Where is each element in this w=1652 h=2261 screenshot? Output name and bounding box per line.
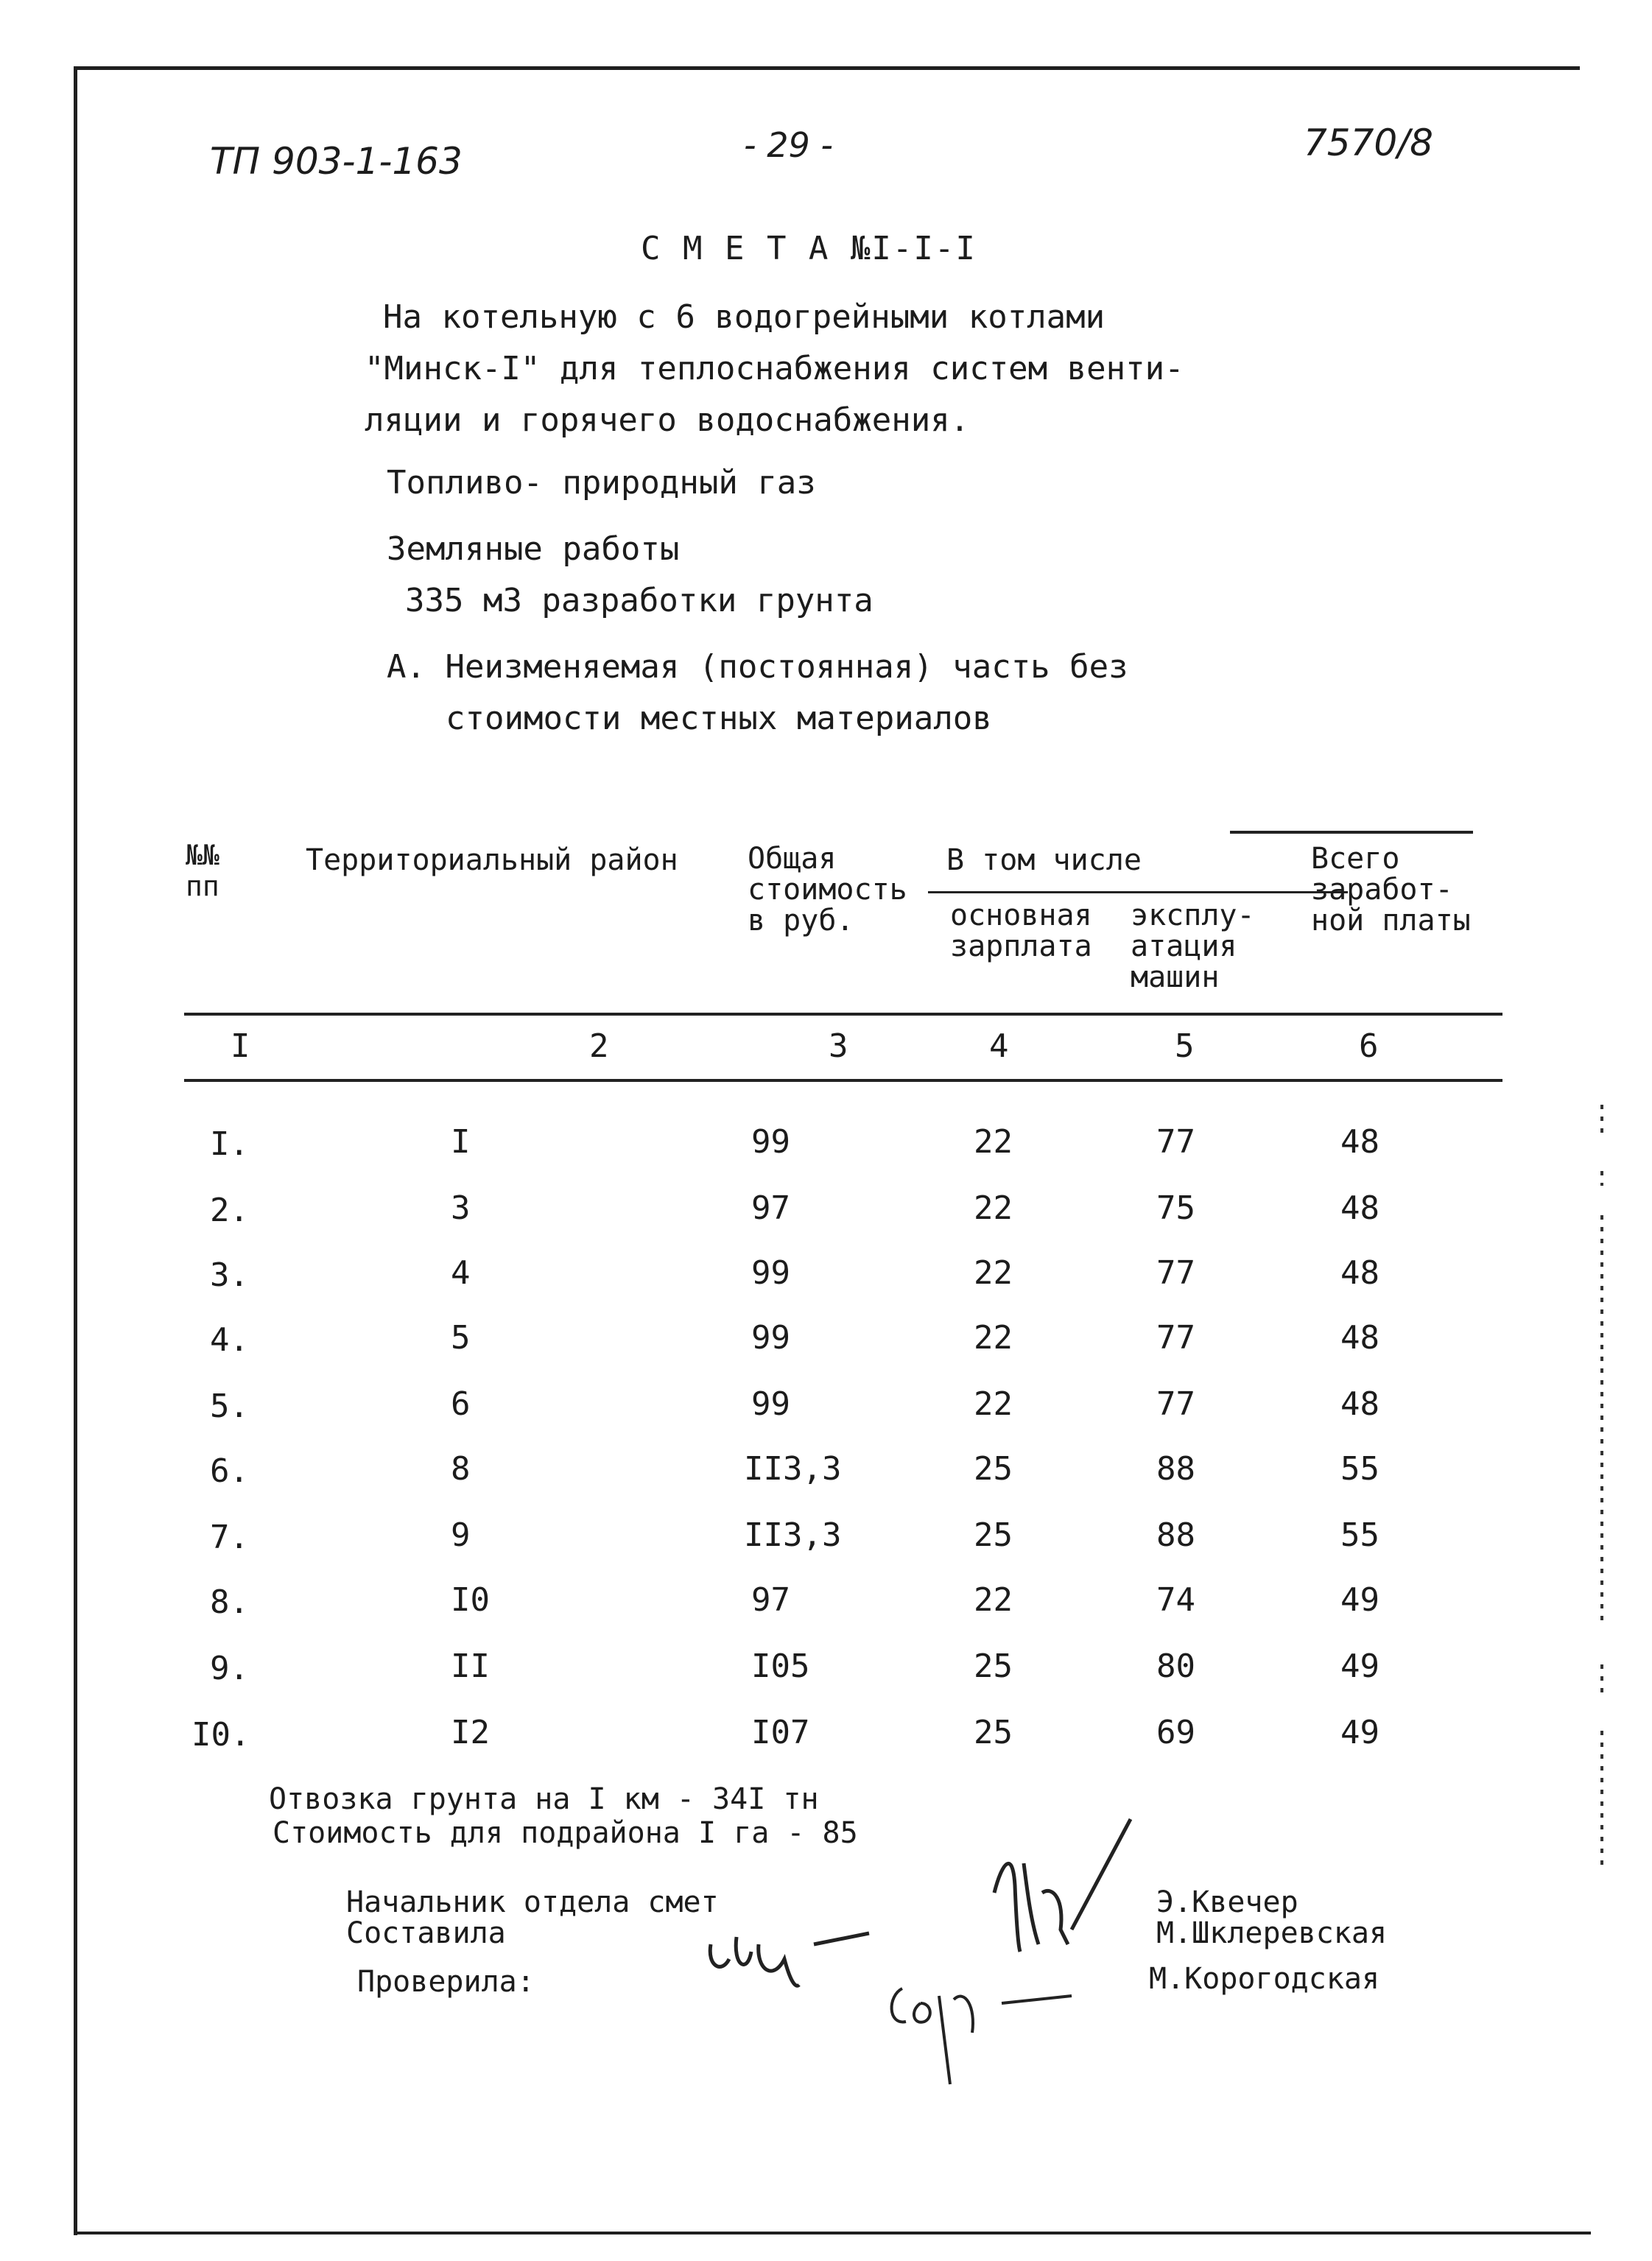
row-district: I0 [451,1581,490,1619]
column-number-3: 3 [829,1027,848,1065]
row-salary: 48 [1340,1189,1379,1227]
header-bottom-rule [184,1013,1502,1016]
row-total: 97 [751,1581,790,1619]
row-base: 22 [974,1385,1013,1423]
checked-name: М.Корогодская [1149,1962,1380,1996]
row-base: 25 [974,1714,1013,1751]
row-district: 9 [451,1516,471,1554]
frame-top-border [74,66,1580,70]
row-salary: 49 [1340,1714,1379,1751]
section-line-1: А. Неизменяемая (постоянная) часть без [387,648,1128,686]
row-district: I2 [451,1714,490,1751]
row-total: 99 [751,1254,790,1292]
column-number-1: I [231,1027,250,1065]
row-salary: 48 [1340,1123,1379,1161]
header-base-salary: основная зарплата [950,899,1092,963]
works-title: Земляные работы [387,530,680,568]
row-base: 25 [974,1648,1013,1685]
column-numbers-rule [184,1079,1502,1082]
row-num: 7. [210,1519,249,1556]
row-machines: 75 [1156,1189,1195,1227]
compiled-name: М.Шклеревская [1156,1916,1388,1950]
header-num: №№ пп [186,839,219,902]
row-total: II3,3 [744,1450,842,1488]
row-base: 22 [974,1189,1013,1227]
compiled-signature [703,1915,880,2011]
row-salary: 49 [1340,1648,1379,1685]
column-number-6: 6 [1359,1027,1379,1065]
row-machines: 74 [1156,1581,1195,1619]
row-num: 4. [210,1321,249,1359]
header-including: В том числе [946,843,1142,877]
row-machines: 80 [1156,1648,1195,1685]
row-base: 25 [974,1450,1013,1488]
sheet-code: 7570/8 [1304,122,1433,164]
row-total: 97 [751,1189,790,1227]
row-salary: 48 [1340,1319,1379,1357]
row-num: 8. [210,1583,249,1621]
row-total: II3,3 [744,1516,842,1554]
row-num: 5. [210,1388,249,1425]
row-district: 5 [451,1319,471,1357]
row-base: 22 [974,1254,1013,1292]
row-num: 3. [210,1256,249,1294]
row-salary: 55 [1340,1516,1379,1554]
works-volume: 335 м3 разработки грунта [405,582,874,619]
row-machines: 77 [1156,1254,1195,1292]
page-number: - 29 - [744,125,833,165]
row-total: 99 [751,1319,790,1357]
head-label: Начальник отдела смет [346,1885,719,1919]
row-district: 4 [451,1254,471,1292]
header-district: Территориальный район [306,843,678,877]
description-line-2: "Минск-I" для теплоснабжения систем венти- [365,350,1184,387]
row-district: 8 [451,1450,471,1488]
column-number-4: 4 [989,1027,1009,1065]
scan-edge-marks [1595,1105,1609,1878]
row-district: 3 [451,1189,471,1227]
row-num: I. [210,1125,249,1163]
row-base: 22 [974,1319,1013,1357]
compiled-label: Составила [346,1916,506,1950]
row-district: II [451,1648,490,1685]
header-top-rule [1230,831,1473,834]
estimate-title: С М Е Т А №I-I-I [641,230,977,267]
row-total: I05 [751,1648,810,1685]
header-total-salary: Всего заработ- ной платы [1311,842,1471,938]
row-machines: 77 [1156,1385,1195,1423]
row-district: I [451,1123,471,1161]
head-name: Э.Квечер [1156,1885,1298,1919]
row-salary: 48 [1340,1254,1379,1292]
frame-left-border [74,66,77,2235]
row-total: 99 [751,1385,790,1423]
header-total-cost: Общая стоимость в руб. [748,842,907,938]
row-machines: 69 [1156,1714,1195,1751]
description-line-1: На котельную с 6 водогрейными котлами [383,298,1106,336]
row-machines: 88 [1156,1516,1195,1554]
row-num: 2. [210,1192,249,1229]
row-total: 99 [751,1123,790,1161]
section-line-2: стоимости местных материалов [446,700,992,737]
row-base: 25 [974,1516,1013,1554]
checked-label: Проверила: [357,1965,535,1999]
frame-bottom-border [74,2232,1591,2234]
row-salary: 48 [1340,1385,1379,1423]
row-base: 22 [974,1581,1013,1619]
row-district: 6 [451,1385,471,1423]
including-subrule [928,891,1304,893]
row-salary: 55 [1340,1450,1379,1488]
row-machines: 77 [1156,1123,1195,1161]
note-subregion-cost: Стоимость для подрайона I га - 85 [273,1816,858,1850]
row-num: 9. [210,1650,249,1687]
row-base: 22 [974,1123,1013,1161]
row-num: 6. [210,1452,249,1490]
checked-signature [880,1944,1094,2092]
fuel-line: Топливо- природный газ [387,464,816,502]
row-salary: 49 [1340,1581,1379,1619]
note-soil-removal: Отвозка грунта на I км - 34I тн [269,1782,819,1816]
row-total: I07 [751,1714,810,1751]
header-machines: эксплу- атация машин [1131,899,1255,994]
row-machines: 77 [1156,1319,1195,1357]
column-number-5: 5 [1175,1027,1195,1065]
row-num: I0. [191,1716,250,1754]
row-machines: 88 [1156,1450,1195,1488]
column-number-2: 2 [589,1027,609,1065]
project-code: ТП 903-1-163 [210,140,463,183]
description-line-3: ляции и горячего водоснабжения. [365,401,970,439]
